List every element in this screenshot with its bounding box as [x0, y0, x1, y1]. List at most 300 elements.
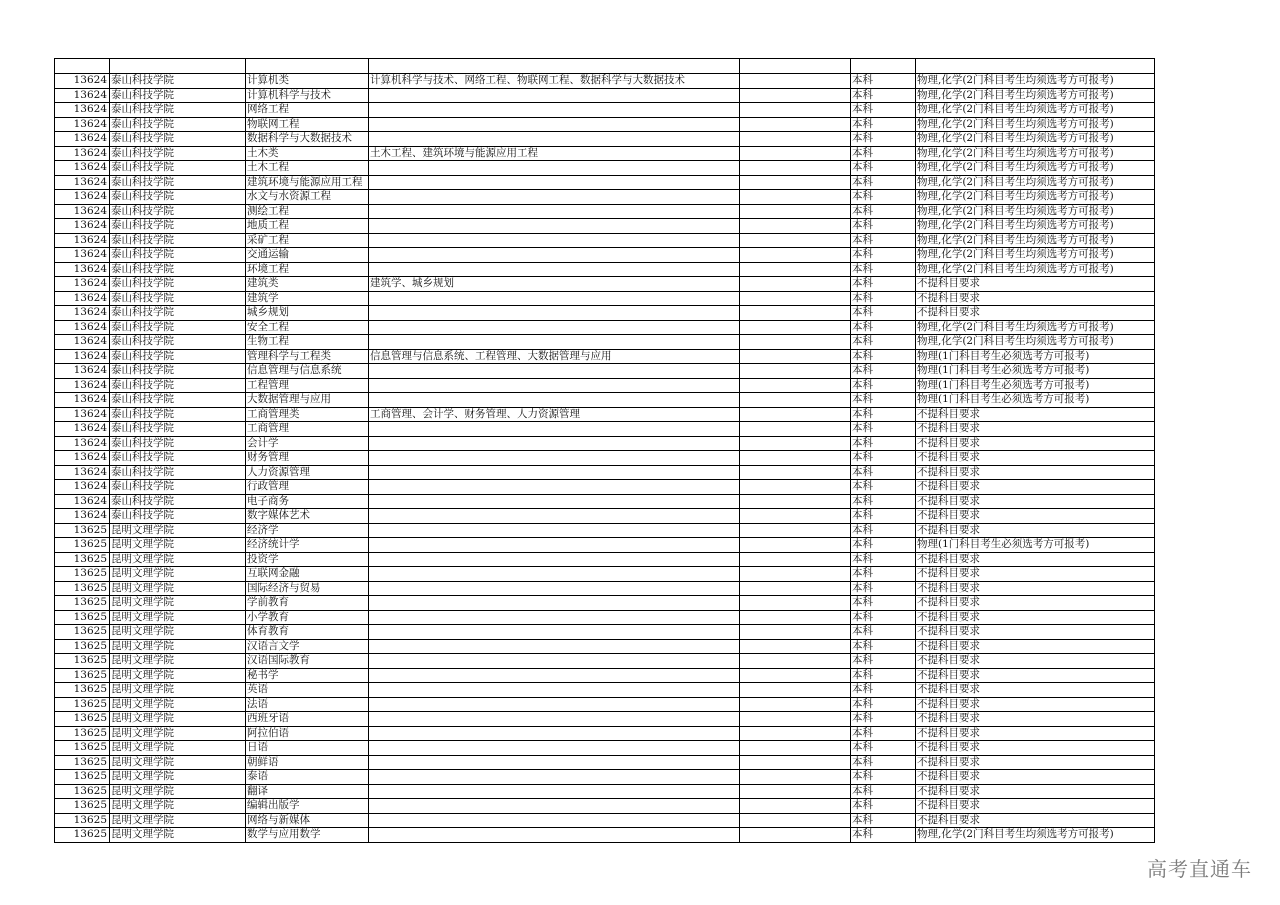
major-name-cell: 电子商务: [246, 494, 369, 509]
included-majors-cell: [369, 364, 740, 379]
included-majors-cell: [369, 610, 740, 625]
level-cell: 本科: [851, 480, 916, 495]
table-row: [55, 132, 1155, 147]
included-majors-cell: [369, 175, 740, 190]
table-row: [55, 190, 1155, 205]
school-code-cell: 13624: [55, 436, 110, 451]
note-cell: [740, 726, 851, 741]
school-code-cell: 13624: [55, 132, 110, 147]
included-majors-cell: [369, 596, 740, 611]
level-cell: 本科: [851, 451, 916, 466]
subject-requirement-cell: 不提科目要求: [916, 277, 1155, 292]
watermark-text: 高考直通车: [1147, 857, 1252, 881]
school-code-cell: 13625: [55, 668, 110, 683]
note-cell: [740, 291, 851, 306]
school-code-cell: 13624: [55, 103, 110, 118]
included-majors-cell: [369, 828, 740, 843]
major-name-cell: 日语: [246, 741, 369, 756]
note-cell: [740, 88, 851, 103]
level-cell: 本科: [851, 161, 916, 176]
note-cell: [740, 262, 851, 277]
included-majors-cell: [369, 813, 740, 828]
school-name-cell: 泰山科技学院: [110, 74, 246, 89]
note-cell: [740, 248, 851, 263]
level-cell: 本科: [851, 654, 916, 669]
note-cell: [740, 784, 851, 799]
table-row: [55, 306, 1155, 321]
school-code-cell: 13624: [55, 451, 110, 466]
note-cell: [740, 480, 851, 495]
level-cell: 本科: [851, 88, 916, 103]
school-code-cell: 13625: [55, 654, 110, 669]
level-cell: 本科: [851, 277, 916, 292]
table-row: [55, 639, 1155, 654]
included-majors-cell: [369, 494, 740, 509]
included-majors-cell: [369, 799, 740, 814]
school-name-cell: 昆明文理学院: [110, 755, 246, 770]
table-row: [55, 726, 1155, 741]
school-name-cell: 泰山科技学院: [110, 175, 246, 190]
included-majors-cell: [369, 683, 740, 698]
included-majors-cell: [369, 741, 740, 756]
blank-cell: [246, 59, 369, 74]
included-majors-cell: [369, 219, 740, 234]
level-cell: 本科: [851, 74, 916, 89]
school-code-cell: 13624: [55, 291, 110, 306]
level-cell: 本科: [851, 755, 916, 770]
blank-cell: [851, 59, 916, 74]
school-name-cell: 泰山科技学院: [110, 219, 246, 234]
school-code-cell: 13624: [55, 422, 110, 437]
table-row: [55, 291, 1155, 306]
subject-requirement-cell: 物理,化学(2门科目考生均须选考方可报考): [916, 190, 1155, 205]
subject-requirement-cell: 物理,化学(2门科目考生均须选考方可报考): [916, 204, 1155, 219]
major-name-cell: 西班牙语: [246, 712, 369, 727]
major-name-cell: 小学教育: [246, 610, 369, 625]
subject-requirement-cell: 物理,化学(2门科目考生均须选考方可报考): [916, 219, 1155, 234]
note-cell: [740, 509, 851, 524]
major-name-cell: 泰语: [246, 770, 369, 785]
subject-requirement-cell: 物理,化学(2门科目考生均须选考方可报考): [916, 146, 1155, 161]
school-name-cell: 泰山科技学院: [110, 103, 246, 118]
major-name-cell: 阿拉伯语: [246, 726, 369, 741]
table-row: [55, 407, 1155, 422]
school-name-cell: 泰山科技学院: [110, 494, 246, 509]
level-cell: 本科: [851, 697, 916, 712]
note-cell: [740, 349, 851, 364]
note-cell: [740, 465, 851, 480]
school-name-cell: 泰山科技学院: [110, 451, 246, 466]
level-cell: 本科: [851, 494, 916, 509]
subject-requirement-cell: 不提科目要求: [916, 726, 1155, 741]
school-code-cell: 13624: [55, 480, 110, 495]
major-name-cell: 建筑类: [246, 277, 369, 292]
note-cell: [740, 567, 851, 582]
school-name-cell: 泰山科技学院: [110, 320, 246, 335]
major-name-cell: 测绘工程: [246, 204, 369, 219]
major-name-cell: 网络工程: [246, 103, 369, 118]
major-name-cell: 土木类: [246, 146, 369, 161]
table-row: [55, 784, 1155, 799]
major-name-cell: 汉语国际教育: [246, 654, 369, 669]
school-name-cell: 泰山科技学院: [110, 480, 246, 495]
included-majors-cell: [369, 306, 740, 321]
subject-requirement-cell: 不提科目要求: [916, 581, 1155, 596]
subject-requirement-cell: 不提科目要求: [916, 422, 1155, 437]
subject-requirement-cell: 不提科目要求: [916, 509, 1155, 524]
note-cell: [740, 581, 851, 596]
table-row: [55, 770, 1155, 785]
major-name-cell: 土木工程: [246, 161, 369, 176]
level-cell: 本科: [851, 625, 916, 640]
note-cell: [740, 610, 851, 625]
note-cell: [740, 204, 851, 219]
subject-requirement-cell: 不提科目要求: [916, 813, 1155, 828]
school-name-cell: 泰山科技学院: [110, 117, 246, 132]
school-code-cell: 13624: [55, 233, 110, 248]
note-cell: [740, 175, 851, 190]
subject-requirement-cell: 物理,化学(2门科目考生均须选考方可报考): [916, 74, 1155, 89]
table-row: [55, 88, 1155, 103]
major-name-cell: 学前教育: [246, 596, 369, 611]
note-cell: [740, 306, 851, 321]
level-cell: 本科: [851, 378, 916, 393]
table-row: [55, 146, 1155, 161]
school-name-cell: 昆明文理学院: [110, 610, 246, 625]
major-name-cell: 交通运输: [246, 248, 369, 263]
included-majors-cell: [369, 639, 740, 654]
included-majors-cell: [369, 451, 740, 466]
level-cell: 本科: [851, 190, 916, 205]
school-code-cell: 13624: [55, 335, 110, 350]
note-cell: [740, 132, 851, 147]
note-cell: [740, 117, 851, 132]
included-majors-cell: [369, 465, 740, 480]
school-code-cell: 13624: [55, 146, 110, 161]
table-row: [55, 494, 1155, 509]
school-code-cell: 13625: [55, 755, 110, 770]
table-row: [55, 697, 1155, 712]
school-name-cell: 昆明文理学院: [110, 726, 246, 741]
school-name-cell: 昆明文理学院: [110, 784, 246, 799]
note-cell: [740, 538, 851, 553]
major-name-cell: 法语: [246, 697, 369, 712]
note-cell: [740, 552, 851, 567]
table-row: [55, 654, 1155, 669]
school-name-cell: 昆明文理学院: [110, 523, 246, 538]
included-majors-cell: [369, 784, 740, 799]
school-code-cell: 13625: [55, 610, 110, 625]
major-name-cell: 计算机类: [246, 74, 369, 89]
level-cell: 本科: [851, 291, 916, 306]
subject-requirement-cell: 不提科目要求: [916, 683, 1155, 698]
school-code-cell: 13625: [55, 625, 110, 640]
note-cell: [740, 799, 851, 814]
table-row: [55, 349, 1155, 364]
school-code-cell: 13625: [55, 741, 110, 756]
level-cell: 本科: [851, 117, 916, 132]
table-row: [55, 625, 1155, 640]
school-name-cell: 昆明文理学院: [110, 596, 246, 611]
included-majors-cell: [369, 233, 740, 248]
table-row: [55, 538, 1155, 553]
note-cell: [740, 828, 851, 843]
note-cell: [740, 755, 851, 770]
level-cell: 本科: [851, 712, 916, 727]
school-name-cell: 泰山科技学院: [110, 465, 246, 480]
subject-requirement-cell: 不提科目要求: [916, 755, 1155, 770]
included-majors-cell: [369, 509, 740, 524]
school-code-cell: 13624: [55, 175, 110, 190]
level-cell: 本科: [851, 538, 916, 553]
school-code-cell: 13624: [55, 277, 110, 292]
table-row: [55, 596, 1155, 611]
subject-requirement-cell: 物理(1门科目考生必须选考方可报考): [916, 349, 1155, 364]
table-row: [55, 523, 1155, 538]
table-row: [55, 175, 1155, 190]
school-code-cell: 13625: [55, 726, 110, 741]
table-row: [55, 828, 1155, 843]
school-name-cell: 泰山科技学院: [110, 248, 246, 263]
school-code-cell: 13624: [55, 364, 110, 379]
included-majors-cell: [369, 190, 740, 205]
included-majors-cell: [369, 132, 740, 147]
subject-requirement-cell: 物理,化学(2门科目考生均须选考方可报考): [916, 320, 1155, 335]
note-cell: [740, 364, 851, 379]
major-name-cell: 建筑学: [246, 291, 369, 306]
level-cell: 本科: [851, 306, 916, 321]
subject-requirement-cell: 不提科目要求: [916, 639, 1155, 654]
blank-cell: [740, 59, 851, 74]
subject-requirement-cell: 物理,化学(2门科目考生均须选考方可报考): [916, 248, 1155, 263]
subject-requirement-cell: 不提科目要求: [916, 610, 1155, 625]
included-majors-cell: [369, 204, 740, 219]
school-code-cell: 13625: [55, 784, 110, 799]
level-cell: 本科: [851, 335, 916, 350]
school-code-cell: 13624: [55, 465, 110, 480]
level-cell: 本科: [851, 204, 916, 219]
level-cell: 本科: [851, 581, 916, 596]
subject-requirement-cell: 物理,化学(2门科目考生均须选考方可报考): [916, 117, 1155, 132]
level-cell: 本科: [851, 465, 916, 480]
major-name-cell: 管理科学与工程类: [246, 349, 369, 364]
included-majors-cell: [369, 755, 740, 770]
subject-requirement-cell: 不提科目要求: [916, 291, 1155, 306]
level-cell: 本科: [851, 393, 916, 408]
note-cell: [740, 146, 851, 161]
included-majors-cell: 计算机科学与技术、网络工程、物联网工程、数据科学与大数据技术: [369, 74, 740, 89]
subject-requirement-cell: 不提科目要求: [916, 596, 1155, 611]
school-name-cell: 泰山科技学院: [110, 146, 246, 161]
level-cell: 本科: [851, 248, 916, 263]
included-majors-cell: 工商管理、会计学、财务管理、人力资源管理: [369, 407, 740, 422]
school-code-cell: 13625: [55, 799, 110, 814]
subject-requirement-cell: 不提科目要求: [916, 523, 1155, 538]
level-cell: 本科: [851, 262, 916, 277]
level-cell: 本科: [851, 132, 916, 147]
school-name-cell: 泰山科技学院: [110, 262, 246, 277]
note-cell: [740, 407, 851, 422]
major-name-cell: 体育教育: [246, 625, 369, 640]
note-cell: [740, 770, 851, 785]
subject-requirement-cell: 不提科目要求: [916, 436, 1155, 451]
subject-requirement-cell: 不提科目要求: [916, 465, 1155, 480]
subject-requirement-cell: 物理,化学(2门科目考生均须选考方可报考): [916, 88, 1155, 103]
subject-requirement-cell: 物理(1门科目考生必须选考方可报考): [916, 538, 1155, 553]
included-majors-cell: [369, 378, 740, 393]
table-row: [55, 393, 1155, 408]
subject-requirement-cell: 物理,化学(2门科目考生均须选考方可报考): [916, 132, 1155, 147]
table-row: [55, 712, 1155, 727]
admission-table: [54, 58, 1155, 843]
note-cell: [740, 668, 851, 683]
table-row: [55, 741, 1155, 756]
subject-requirement-cell: 不提科目要求: [916, 480, 1155, 495]
major-name-cell: 建筑环境与能源应用工程: [246, 175, 369, 190]
admission-table-sheet: [54, 58, 1154, 843]
level-cell: 本科: [851, 683, 916, 698]
table-row: [55, 364, 1155, 379]
school-code-cell: 13624: [55, 262, 110, 277]
included-majors-cell: [369, 291, 740, 306]
school-code-cell: 13625: [55, 639, 110, 654]
included-majors-cell: 信息管理与信息系统、工程管理、大数据管理与应用: [369, 349, 740, 364]
table-row: [55, 117, 1155, 132]
included-majors-cell: [369, 262, 740, 277]
level-cell: 本科: [851, 219, 916, 234]
table-row: [55, 161, 1155, 176]
subject-requirement-cell: 物理(1门科目考生必须选考方可报考): [916, 378, 1155, 393]
note-cell: [740, 683, 851, 698]
school-name-cell: 昆明文理学院: [110, 639, 246, 654]
level-cell: 本科: [851, 784, 916, 799]
major-name-cell: 秘书学: [246, 668, 369, 683]
note-cell: [740, 639, 851, 654]
school-name-cell: 泰山科技学院: [110, 277, 246, 292]
subject-requirement-cell: 不提科目要求: [916, 552, 1155, 567]
major-name-cell: 朝鲜语: [246, 755, 369, 770]
level-cell: 本科: [851, 436, 916, 451]
included-majors-cell: [369, 538, 740, 553]
school-name-cell: 泰山科技学院: [110, 132, 246, 147]
level-cell: 本科: [851, 596, 916, 611]
school-name-cell: 泰山科技学院: [110, 306, 246, 321]
school-code-cell: 13624: [55, 306, 110, 321]
level-cell: 本科: [851, 364, 916, 379]
major-name-cell: 财务管理: [246, 451, 369, 466]
level-cell: 本科: [851, 407, 916, 422]
note-cell: [740, 161, 851, 176]
level-cell: 本科: [851, 828, 916, 843]
note-cell: [740, 233, 851, 248]
note-cell: [740, 654, 851, 669]
school-name-cell: 泰山科技学院: [110, 422, 246, 437]
included-majors-cell: [369, 668, 740, 683]
school-code-cell: 13624: [55, 378, 110, 393]
included-majors-cell: [369, 654, 740, 669]
major-name-cell: 城乡规划: [246, 306, 369, 321]
major-name-cell: 数字媒体艺术: [246, 509, 369, 524]
school-name-cell: 昆明文理学院: [110, 654, 246, 669]
table-row: [55, 509, 1155, 524]
school-name-cell: 泰山科技学院: [110, 407, 246, 422]
table-row: [55, 480, 1155, 495]
school-name-cell: 泰山科技学院: [110, 233, 246, 248]
included-majors-cell: [369, 770, 740, 785]
note-cell: [740, 625, 851, 640]
subject-requirement-cell: 物理,化学(2门科目考生均须选考方可报考): [916, 233, 1155, 248]
subject-requirement-cell: 物理,化学(2门科目考生均须选考方可报考): [916, 161, 1155, 176]
note-cell: [740, 813, 851, 828]
blank-cell: [916, 59, 1155, 74]
included-majors-cell: [369, 436, 740, 451]
subject-requirement-cell: 物理(1门科目考生必须选考方可报考): [916, 364, 1155, 379]
school-code-cell: 13624: [55, 161, 110, 176]
included-majors-cell: [369, 320, 740, 335]
school-code-cell: 13624: [55, 349, 110, 364]
school-name-cell: 泰山科技学院: [110, 509, 246, 524]
school-code-cell: 13625: [55, 596, 110, 611]
level-cell: 本科: [851, 668, 916, 683]
included-majors-cell: [369, 88, 740, 103]
note-cell: [740, 596, 851, 611]
subject-requirement-cell: 不提科目要求: [916, 451, 1155, 466]
level-cell: 本科: [851, 523, 916, 538]
table-row: [55, 683, 1155, 698]
subject-requirement-cell: 不提科目要求: [916, 625, 1155, 640]
table-row: [55, 755, 1155, 770]
school-code-cell: 13624: [55, 88, 110, 103]
major-name-cell: 大数据管理与应用: [246, 393, 369, 408]
school-name-cell: 昆明文理学院: [110, 683, 246, 698]
subject-requirement-cell: 物理,化学(2门科目考生均须选考方可报考): [916, 262, 1155, 277]
note-cell: [740, 436, 851, 451]
included-majors-cell: [369, 726, 740, 741]
major-name-cell: 行政管理: [246, 480, 369, 495]
note-cell: [740, 741, 851, 756]
level-cell: 本科: [851, 552, 916, 567]
included-majors-cell: [369, 697, 740, 712]
school-name-cell: 昆明文理学院: [110, 697, 246, 712]
major-name-cell: 水文与水资源工程: [246, 190, 369, 205]
table-row: [55, 567, 1155, 582]
school-code-cell: 13624: [55, 204, 110, 219]
table-header-blank-row: [55, 59, 1155, 74]
school-code-cell: 13624: [55, 509, 110, 524]
note-cell: [740, 219, 851, 234]
school-name-cell: 昆明文理学院: [110, 567, 246, 582]
table-row: [55, 813, 1155, 828]
school-code-cell: 13625: [55, 770, 110, 785]
level-cell: 本科: [851, 813, 916, 828]
included-majors-cell: [369, 161, 740, 176]
note-cell: [740, 335, 851, 350]
included-majors-cell: [369, 335, 740, 350]
included-majors-cell: [369, 103, 740, 118]
subject-requirement-cell: 物理(1门科目考生必须选考方可报考): [916, 393, 1155, 408]
level-cell: 本科: [851, 770, 916, 785]
included-majors-cell: [369, 480, 740, 495]
school-code-cell: 13624: [55, 248, 110, 263]
included-majors-cell: [369, 581, 740, 596]
school-name-cell: 泰山科技学院: [110, 436, 246, 451]
note-cell: [740, 378, 851, 393]
subject-requirement-cell: 不提科目要求: [916, 799, 1155, 814]
school-name-cell: 昆明文理学院: [110, 625, 246, 640]
blank-cell: [55, 59, 110, 74]
subject-requirement-cell: 不提科目要求: [916, 770, 1155, 785]
note-cell: [740, 697, 851, 712]
